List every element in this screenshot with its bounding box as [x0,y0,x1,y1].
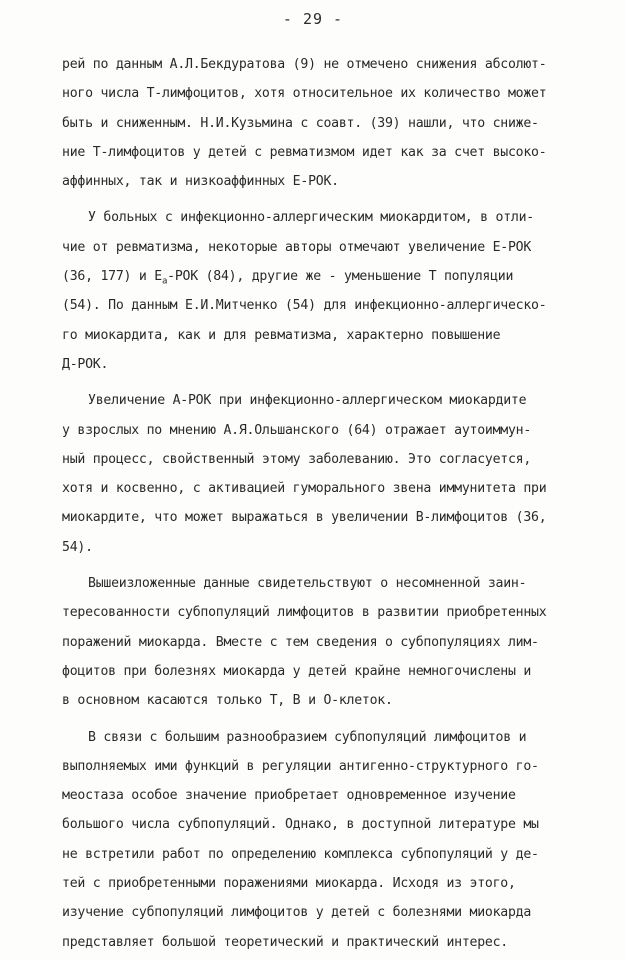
text-line: Вышеизложенные данные свидетельствуют о несомненной заин- [88,576,527,592]
text-line: у взрослых по мнению А.Я.Ольшанского (64) отражает аутоиммун- [62,422,532,438]
page-number: - 29 - [282,10,344,28]
text-line: 54). [62,539,93,555]
text-line: чие от ревматизма, некоторые авторы отмечают увеличение Е-РОК [62,239,532,255]
text-line: Увеличение А-РОК при инфекционно-аллергическом миокардите [88,393,527,409]
text-line: ный процесс, свойственный этому заболеванию. Это согласуется, [62,451,532,467]
paragraph [62,50,582,196]
text-line: в основном касаются только Т, В и О-клеток. [62,693,393,709]
text-line: быть и сниженным. Н.И.Кузьмина с соавт. (39) нашли, что сниже- [62,115,539,131]
paragraph [62,203,582,379]
text-line: тей с приобретенными поражениями миокарда. Исходя из этого, [62,876,516,892]
paragraph [62,723,582,957]
text-line: поражений миокарда. Вместе с тем сведения о субпопуляциях лим- [62,634,539,650]
text-line: аффинных, так и низкоаффинных Е-РОК. [62,174,339,190]
text-line: представляет большой теоретический и практический интерес. [62,934,508,950]
text-line: В связи с большим разнообразием субпопуляций лимфоцитов и [88,729,527,745]
text-line: го миокардита, как и для ревматизма, характерно повышение [62,327,501,343]
body-text [62,50,582,957]
text-line: У больных с инфекционно-аллергическим миокардитом, в отли- [88,210,534,226]
text-line: меостаза особое значение приобретает одновременное изучение [62,788,516,804]
text-line: выполняемых ими функций в регуляции антигенно-структурного го- [62,758,539,774]
text-line: большого числа субпопуляций. Однако, в доступной литературе мы [62,817,539,833]
text-fragment: -РОК (84), другие же - уменьшение Т популяции [167,269,514,285]
text-line: Д-РОК. [62,356,109,372]
text-line: (54). По данным Е.И.Митченко (54) для инфекционно-аллергическо- [62,298,547,314]
subscript: а [161,276,168,287]
text-line: рей по данным А.Л.Бекдуратова (9) не отмечено снижения абсолют- [62,57,547,72]
text-fragment: (36, 177) и Е [62,269,162,285]
text-line: тересованности субпопуляций лимфоцитов в развитии приобретенных [62,605,547,621]
text-line: ние Т-лимфоцитов у детей с ревматизмом идет как за счет высоко- [62,144,547,160]
text-line [62,262,582,291]
text-line: хотя и косвенно, с активацией гуморального звена иммунитета при [62,481,547,497]
paragraph [62,386,582,562]
text-line: не встретили работ по определению комплекса субпопуляций у де- [62,846,539,862]
paragraph [62,569,582,715]
text-line: миокардите, что может выражаться в увеличении В-лимфоцитов (36, [62,510,547,526]
text-line: фоцитов при болезнях миокарда у детей крайне немногочислены и [62,663,532,679]
text-line: изучение субпопуляций лимфоцитов у детей с болезнями миокарда [62,905,532,921]
text-line: ного числа Т-лимфоцитов, хотя относительное их количество может [62,86,547,102]
